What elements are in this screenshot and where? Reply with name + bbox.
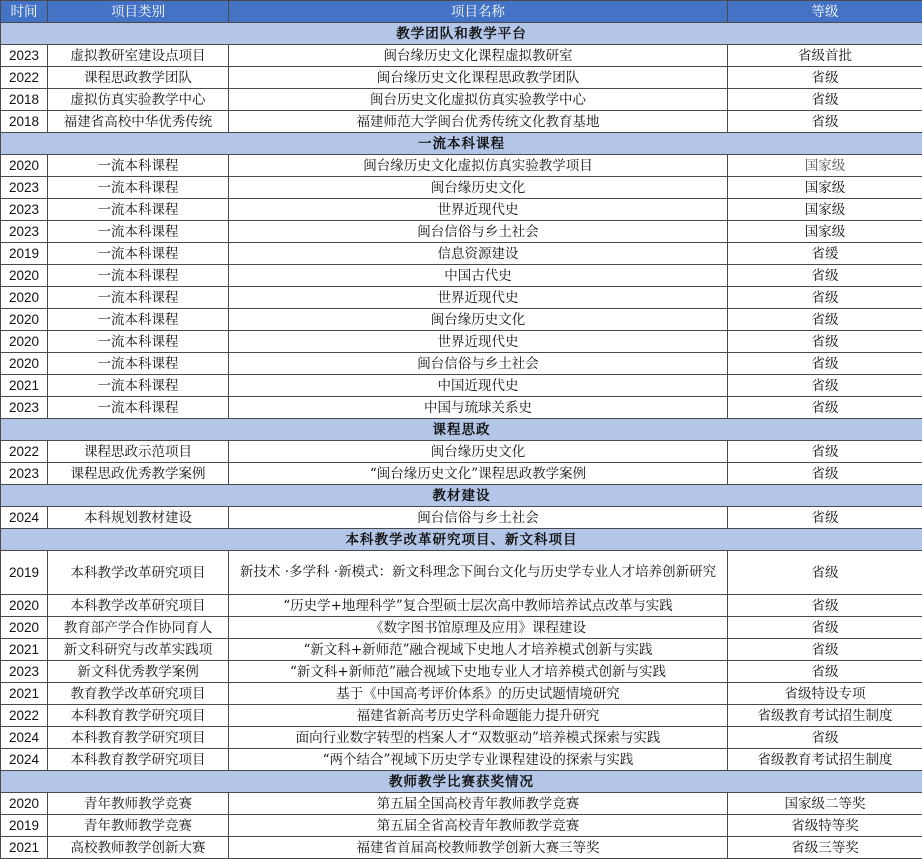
row-level: 省级 [728,309,922,331]
row-category: 本科教育教学研究项目 [48,749,229,771]
table-row [1,551,922,595]
row-name: 第五届全国高校青年教师教学竞赛 [229,793,728,815]
row-level: 国家级 [728,155,922,177]
row-year: 2021 [1,375,48,397]
row-name: 福建省新高考历史学科命题能力提升研究 [229,705,728,727]
table-row [1,331,922,353]
row-category: 课程思政教学团队 [48,67,229,89]
row-level: 国家级 [728,199,922,221]
row-year: 2024 [1,727,48,749]
section-title: 一流本科课程 [1,133,922,155]
row-category: 一流本科课程 [48,331,229,353]
row-level: 省级 [728,353,922,375]
row-level: 省级 [728,639,922,661]
table-row [1,705,922,727]
row-year: 2022 [1,67,48,89]
row-category: 一流本科课程 [48,309,229,331]
row-level: 国家级二等奖 [728,793,922,815]
row-year: 2020 [1,793,48,815]
row-category: 教育教学改革研究项目 [48,683,229,705]
row-year: 2020 [1,331,48,353]
row-name: 闽台历史文化虚拟仿真实验教学中心 [229,89,728,111]
row-category: 一流本科课程 [48,199,229,221]
row-year: 2023 [1,45,48,67]
row-name: 闽台信俗与乡土社会 [229,221,728,243]
row-year: 2022 [1,705,48,727]
row-name: 闽台缘历史文化课程思政教学团队 [229,67,728,89]
row-category: 本科教育教学研究项目 [48,727,229,749]
table-row [1,375,922,397]
row-name: 世界近现代史 [229,287,728,309]
row-year: 2018 [1,111,48,133]
row-year: 2020 [1,155,48,177]
table-row [1,221,922,243]
row-year: 2024 [1,749,48,771]
table-row [1,727,922,749]
row-year: 2020 [1,617,48,639]
row-name: “历史学+地理科学”复合型硕士层次高中教师培养试点改革与实践 [229,595,728,617]
table-row [1,309,922,331]
table-row [1,683,922,705]
table-row [1,595,922,617]
section-header-row [1,133,922,155]
row-year: 2019 [1,551,48,595]
table-row [1,199,922,221]
row-name: 信息资源建设 [229,243,728,265]
row-category: 一流本科课程 [48,155,229,177]
row-category: 一流本科课程 [48,287,229,309]
row-category: 福建省高校中华优秀传统 [48,111,229,133]
row-level: 国家级 [728,221,922,243]
table-row [1,45,922,67]
header-category: 项目类别 [48,1,229,23]
row-name: 闽台信俗与乡土社会 [229,353,728,375]
row-level: 省级 [728,551,922,595]
row-year: 2023 [1,661,48,683]
header-row [1,1,922,23]
row-year: 2023 [1,397,48,419]
table-row [1,617,922,639]
row-name: 基于《中国高考评价体系》的历史试题情境研究 [229,683,728,705]
table-row [1,815,922,837]
row-level: 省级教育考试招生制度 [728,705,922,727]
row-category: 一流本科课程 [48,221,229,243]
row-name: 世界近现代史 [229,331,728,353]
row-name: 福建师范大学闽台优秀传统文化教育基地 [229,111,728,133]
section-title: 本科教学改革研究项目、新文科项目 [1,529,922,551]
row-year: 2024 [1,507,48,529]
row-year: 2020 [1,595,48,617]
row-category: 本科规划教材建设 [48,507,229,529]
table-row [1,287,922,309]
row-category: 虚拟教研室建设点项目 [48,45,229,67]
row-name: 《数字图书馆原理及应用》课程建设 [229,617,728,639]
row-level: 省级 [728,375,922,397]
table-row [1,507,922,529]
row-year: 2023 [1,463,48,485]
row-category: 课程思政优秀教学案例 [48,463,229,485]
row-name: 闽台缘历史文化虚拟仿真实验教学项目 [229,155,728,177]
row-level: 省级 [728,331,922,353]
row-category: 一流本科课程 [48,265,229,287]
row-level: 省级 [728,727,922,749]
row-year: 2020 [1,287,48,309]
row-name: 闽台信俗与乡土社会 [229,507,728,529]
row-level: 省级 [728,265,922,287]
row-name: “闽台缘历史文化”课程思政教学案例 [229,463,728,485]
header-time: 时间 [1,1,48,23]
table-row [1,89,922,111]
row-level: 省级 [728,89,922,111]
table-body [1,23,922,859]
row-category: 一流本科课程 [48,353,229,375]
row-level: 省级 [728,67,922,89]
row-year: 2023 [1,199,48,221]
row-category: 虚拟仿真实验教学中心 [48,89,229,111]
row-year: 2019 [1,243,48,265]
table-row [1,243,922,265]
row-year: 2022 [1,441,48,463]
table-row [1,639,922,661]
row-category: 本科教育教学研究项目 [48,705,229,727]
row-name: 中国古代史 [229,265,728,287]
row-name: “新文科+新师范”融合视域下史地专业人才培养模式创新与实践 [229,661,728,683]
row-level: 省级 [728,397,922,419]
row-category: 一流本科课程 [48,243,229,265]
row-name: 面向行业数字转型的档案人才“双数驱动”培养模式探索与实践 [229,727,728,749]
row-level: 国家级 [728,177,922,199]
section-title: 课程思政 [1,419,922,441]
row-name: 闽台缘历史文化 [229,177,728,199]
row-level: 省级首批 [728,45,922,67]
table-row [1,749,922,771]
row-category: 新文科研究与改革实践项 [48,639,229,661]
row-name: 中国与琉球关系史 [229,397,728,419]
row-level: 省级教育考试招生制度 [728,749,922,771]
table-row [1,67,922,89]
row-year: 2021 [1,837,48,859]
section-header-row [1,419,922,441]
row-level: 省级 [728,287,922,309]
row-category: 教育部产学合作协同育人 [48,617,229,639]
table-row [1,353,922,375]
row-category: 青年教师教学竞赛 [48,815,229,837]
row-category: 青年教师教学竞赛 [48,793,229,815]
header-name: 项目名称 [229,1,728,23]
table-row [1,837,922,859]
row-name: 第五届全省高校青年教师教学竞赛 [229,815,728,837]
section-header-row [1,23,922,45]
row-level: 省级 [728,441,922,463]
row-category: 高校教师教学创新大赛 [48,837,229,859]
row-name: 闽台缘历史文化 [229,441,728,463]
table-row [1,397,922,419]
row-category: 新文科优秀教学案例 [48,661,229,683]
row-name: 闽台缘历史文化课程虚拟教研室 [229,45,728,67]
section-header-row [1,485,922,507]
table-row [1,265,922,287]
row-year: 2020 [1,353,48,375]
row-category: 课程思政示范项目 [48,441,229,463]
row-level: 省级 [728,111,922,133]
section-title: 教师教学比赛获奖情况 [1,771,922,793]
row-year: 2023 [1,177,48,199]
header-level: 等级 [728,1,922,23]
row-name: “新文科+新师范”融合视域下史地人才培养模式创新与实践 [229,639,728,661]
row-level: 省级 [728,507,922,529]
section-title: 教材建设 [1,485,922,507]
row-level: 省级 [728,463,922,485]
row-year: 2020 [1,265,48,287]
row-year: 2020 [1,309,48,331]
table-row [1,111,922,133]
section-title: 教学团队和教学平台 [1,23,922,45]
row-year: 2021 [1,639,48,661]
table-row [1,441,922,463]
row-category: 一流本科课程 [48,397,229,419]
row-name: 福建省首届高校教师教学创新大赛三等奖 [229,837,728,859]
row-category: 一流本科课程 [48,375,229,397]
table-row [1,793,922,815]
section-header-row [1,771,922,793]
row-level: 省级三等奖 [728,837,922,859]
section-header-row [1,529,922,551]
row-name: 中国近现代史 [229,375,728,397]
row-level: 省缓 [728,243,922,265]
row-name: 新技术 ·多学科 ·新模式：新文科理念下闽台文化与历史学专业人才培养创新研究 [229,551,728,595]
row-name: 闽台缘历史文化 [229,309,728,331]
row-level: 省级 [728,595,922,617]
row-category: 本科教学改革研究项目 [48,595,229,617]
row-level: 省级 [728,617,922,639]
row-year: 2018 [1,89,48,111]
row-category: 本科教学改革研究项目 [48,551,229,595]
row-name: 世界近现代史 [229,199,728,221]
table-row [1,463,922,485]
table-row [1,661,922,683]
row-level: 省级特设专项 [728,683,922,705]
row-level: 省级特等奖 [728,815,922,837]
row-level: 省级 [728,661,922,683]
row-year: 2021 [1,683,48,705]
row-year: 2023 [1,221,48,243]
row-year: 2019 [1,815,48,837]
table-row [1,155,922,177]
table-row [1,177,922,199]
row-name: “两个结合”视域下历史学专业课程建设的探索与实践 [229,749,728,771]
row-category: 一流本科课程 [48,177,229,199]
